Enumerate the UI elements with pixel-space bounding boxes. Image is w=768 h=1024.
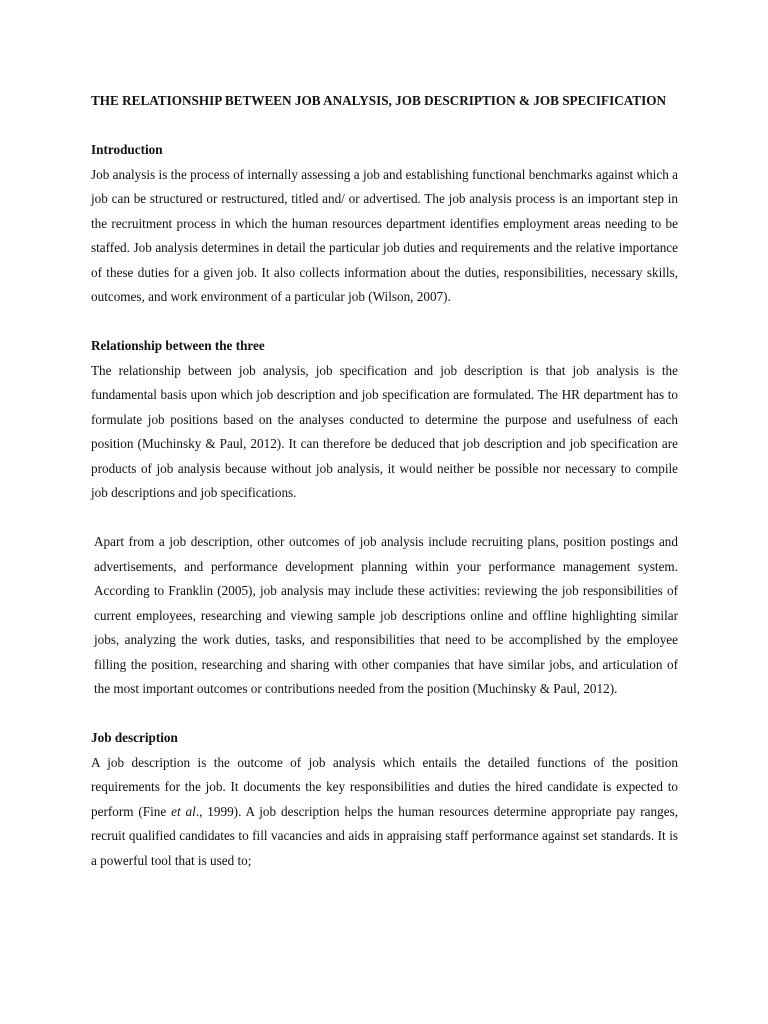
document-title: THE RELATIONSHIP BETWEEN JOB ANALYSIS, JOB DESCRIPTION & JOB SPECIFICATION (91, 93, 667, 108)
relationship-paragraph-2: Apart from a job description, other outcomes of job analysis include recruiting plans, position postings and advertisements, and performance development planning within your performance management system. According to Franklin (2005), job analysis may include these activities: reviewing the job responsibilities of current employees, researching and viewing sample job descriptions online and offline highlighting similar jobs, analyzing the work duties, tasks, and responsibilities that need to be accomplished by the employee filling the position, researching and sharing with other companies that have similar jobs, and articulation of the most important outcomes or contributions needed from the position (Muchinsky & Paul, 2012). (94, 534, 678, 696)
section-heading-relationship: Relationship between the three (91, 338, 265, 353)
spacer (91, 506, 678, 531)
document-body (91, 89, 678, 873)
job-description-text-italic: et al (171, 803, 196, 819)
spacer (91, 702, 678, 727)
relationship-paragraph-1: The relationship between job analysis, job specification and job description is that job analysis is the fundamental basis upon which job description and job specification are formulated. The HR department has to formulate job positions based on the analyses conducted to determine the purpose and usefulness of each position (Muchinsky & Paul, 2012). It can therefore be deduced that job description and job specification are products of job analysis because without job analysis, it would neither be possible nor necessary to compile job descriptions and job specifications. (91, 362, 678, 500)
job-description-text-part-1: A job description is the outcome of job analysis which entails the detailed functions of the position requirements for the job. It documents the key responsibilities and duties the hired candidate is expected to perform (Fine (91, 754, 678, 819)
job-description-text-part-2: ., 1999). A job description helps the human resources determine appropriate pay ranges, recruit qualified candidates to fill vacancies and aids in appraising staff performance against set standards. It is a powerful tool that is used to; (91, 803, 678, 868)
introduction-paragraph: Job analysis is the process of internally assessing a job and establishing functional benchmarks against which a job can be structured or restructured, titled and/ or advertised. The job analysis process is an important step in the recruitment process in which the human resources department identifies employment areas needing to be staffed. Job analysis determines in detail the particular job duties and requirements and the relative importance of these duties for a given job. It also collects information about the duties, responsibilities, necessary skills, outcomes, and work environment of a particular job (Wilson, 2007). (91, 166, 678, 304)
section-heading-job-description: Job description (91, 730, 178, 745)
spacer (91, 310, 678, 335)
job-description-paragraph (91, 751, 678, 874)
section-heading-introduction: Introduction (91, 142, 163, 157)
spacer (91, 114, 678, 139)
